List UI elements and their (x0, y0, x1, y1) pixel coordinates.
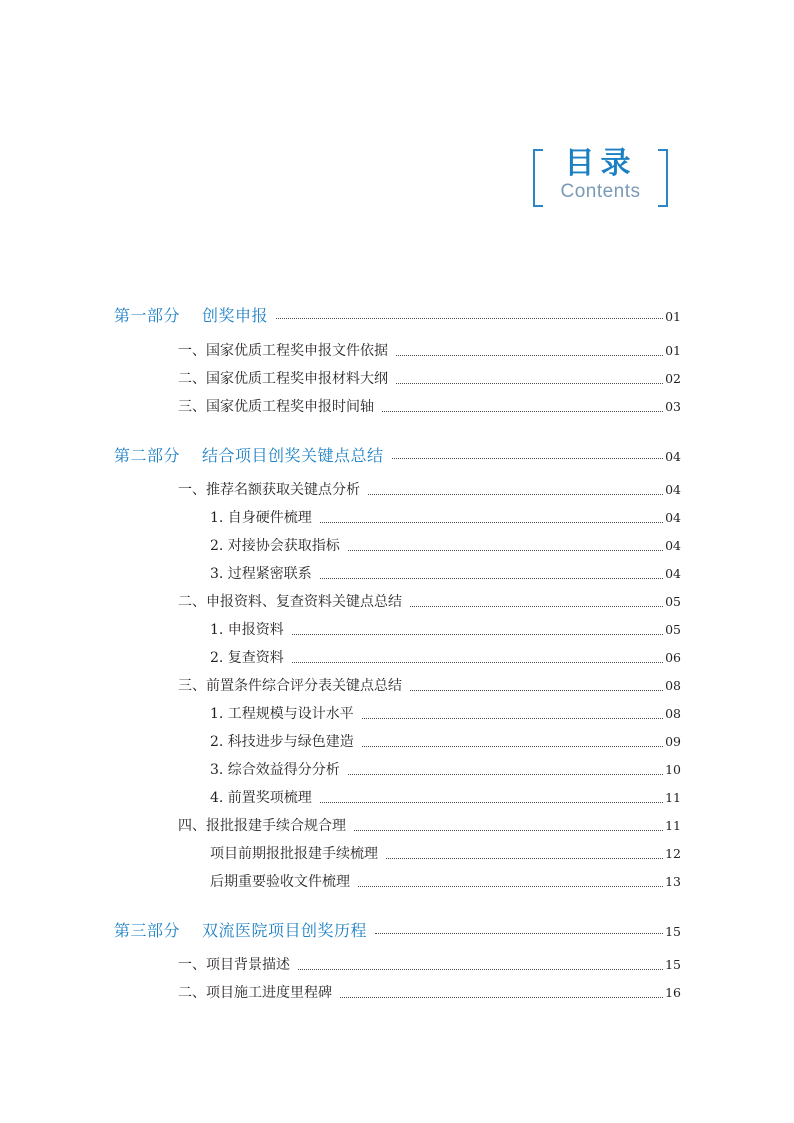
toc-part-title: 创奖申报 (202, 306, 269, 325)
dot-leader (348, 774, 663, 775)
toc-page-number: 11 (665, 818, 681, 833)
toc-page-number: 01 (665, 343, 681, 358)
toc-section-row[interactable] (178, 982, 681, 1004)
toc-page-number: 03 (665, 399, 681, 414)
toc-page-number: 06 (665, 650, 681, 665)
toc-page-number: 15 (665, 924, 681, 939)
dot-leader (298, 969, 663, 970)
toc-entry-title: 二、申报资料、复查资料关键点总结 (178, 594, 402, 610)
toc-entry-title: 2. 复查资料 (210, 650, 284, 666)
toc-part-number: 第三部分 (114, 921, 181, 940)
toc-part-row[interactable] (114, 443, 681, 465)
dot-leader (358, 886, 663, 887)
toc-part-number: 第一部分 (114, 306, 181, 325)
dot-leader (392, 458, 664, 459)
toc-page-number: 10 (665, 762, 681, 777)
toc-subsection-row[interactable] (210, 759, 681, 781)
toc-entry-title: 3. 综合效益得分分析 (210, 762, 340, 778)
dot-leader (292, 662, 663, 663)
toc-entry-title: 2. 对接协会获取指标 (210, 538, 340, 554)
toc-entry-title: 3. 过程紧密联系 (210, 566, 312, 582)
toc-subsection-row[interactable] (210, 731, 681, 753)
toc-entry-title: 后期重要验收文件梳理 (210, 874, 350, 890)
toc-section-row[interactable] (178, 815, 681, 837)
dot-leader (320, 578, 663, 579)
toc-entry-title: 2. 科技进步与绿色建造 (210, 734, 354, 750)
toc-part-title: 结合项目创奖关键点总结 (202, 446, 384, 465)
toc-entry-title: 一、国家优质工程奖申报文件依据 (178, 343, 388, 359)
dot-leader (292, 634, 663, 635)
toc-page-number: 09 (665, 734, 681, 749)
toc-entry-title (114, 303, 268, 326)
toc-section-row[interactable] (178, 675, 681, 697)
dot-leader (410, 606, 663, 607)
toc-page-number: 01 (665, 309, 681, 324)
toc-page-number: 02 (665, 371, 681, 386)
toc-entry-title: 二、项目施工进度里程碑 (178, 985, 332, 1001)
dot-leader (382, 411, 663, 412)
toc-page-number: 05 (665, 594, 681, 609)
dot-leader (362, 718, 663, 719)
toc-subsection-row[interactable] (210, 619, 681, 641)
toc-page-number: 11 (665, 790, 681, 805)
heading-title: 目录 (564, 146, 637, 181)
dot-leader (410, 690, 663, 691)
toc-subsection-row[interactable] (210, 647, 681, 669)
dot-leader (320, 802, 663, 803)
toc-section-row[interactable] (178, 954, 681, 976)
dot-leader (396, 383, 663, 384)
toc-page-number: 12 (665, 846, 681, 861)
toc-entry-title: 三、国家优质工程奖申报时间轴 (178, 399, 374, 415)
toc-section-row[interactable] (178, 396, 681, 418)
toc-section-row[interactable] (178, 591, 681, 613)
toc-section-row[interactable] (178, 368, 681, 390)
toc-entry-title: 四、报批报建手续合规合理 (178, 818, 346, 834)
dot-leader (396, 355, 663, 356)
toc-page-number: 04 (665, 538, 681, 553)
toc-part-row[interactable] (114, 303, 681, 325)
toc-entry-title: 一、推荐名额获取关键点分析 (178, 482, 360, 498)
toc-entry-title (114, 918, 367, 941)
toc-subsection-row[interactable] (210, 507, 681, 529)
toc-page-number: 04 (665, 510, 681, 525)
toc-part-number: 第二部分 (114, 446, 181, 465)
toc-entry-title: 4. 前置奖项梳理 (210, 790, 312, 806)
dot-leader (348, 550, 663, 551)
toc-subsection-row[interactable] (210, 787, 681, 809)
toc-subsection-row[interactable] (210, 843, 681, 865)
toc-entry-title: 一、项目背景描述 (178, 957, 290, 973)
toc-entry-title: 项目前期报批报建手续梳理 (210, 846, 378, 862)
toc-entry-title: 1. 工程规模与设计水平 (210, 706, 354, 722)
toc-section-row[interactable] (178, 479, 681, 501)
toc-page-number: 08 (665, 678, 681, 693)
heading-subtitle: Contents (560, 181, 641, 202)
toc-page-number: 08 (665, 706, 681, 721)
dot-leader (368, 494, 663, 495)
toc-page-number: 04 (665, 566, 681, 581)
toc-page-number: 15 (665, 957, 681, 972)
dot-leader (354, 830, 663, 831)
dot-leader (375, 933, 663, 934)
toc-page-number: 16 (665, 985, 681, 1000)
toc-entry-title: 1. 申报资料 (210, 622, 284, 638)
toc-subsection-row[interactable] (210, 563, 681, 585)
toc-subsection-row[interactable] (210, 703, 681, 725)
dot-leader (340, 997, 663, 998)
toc-subsection-row[interactable] (210, 871, 681, 893)
toc-part-title: 双流医院项目创奖历程 (202, 921, 368, 940)
toc-subsection-row[interactable] (210, 535, 681, 557)
right-bracket-decoration (658, 149, 668, 207)
toc-section-row[interactable] (178, 340, 681, 362)
toc-entry-title: 三、前置条件综合评分表关键点总结 (178, 678, 402, 694)
toc-entry-title: 二、国家优质工程奖申报材料大纲 (178, 371, 388, 387)
toc-page-number: 04 (665, 449, 681, 464)
toc-part-row[interactable] (114, 918, 681, 940)
toc-page-number: 04 (665, 482, 681, 497)
toc-page-number: 13 (665, 874, 681, 889)
toc-page-number: 05 (665, 622, 681, 637)
toc-entry-title: 1. 自身硬件梳理 (210, 510, 312, 526)
toc-entry-title (114, 443, 384, 466)
toc-heading (533, 145, 668, 207)
dot-leader (320, 522, 663, 523)
dot-leader (276, 318, 663, 319)
dot-leader (386, 858, 663, 859)
dot-leader (362, 746, 663, 747)
